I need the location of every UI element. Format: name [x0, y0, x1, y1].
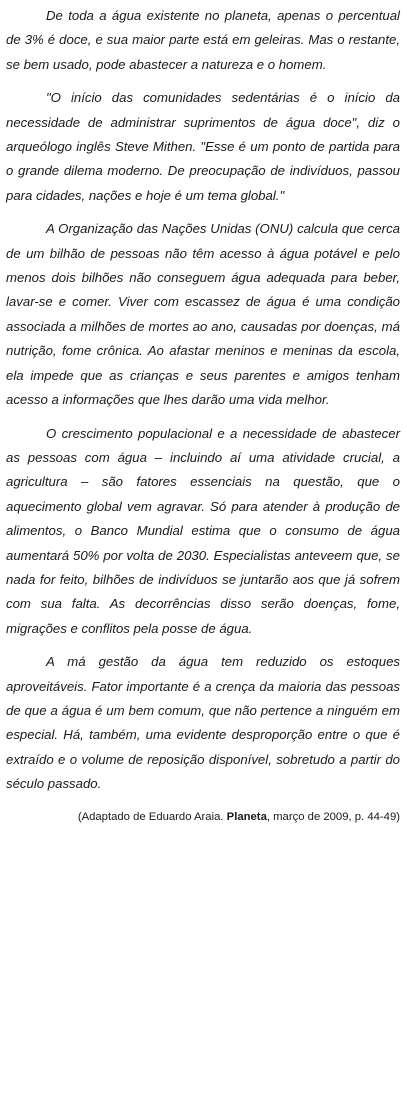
source-publication: Planeta — [226, 810, 267, 823]
paragraph: A Organização das Nações Unidas (ONU) calcula que cerca de um bilhão de pessoas não têm acesso à água potável e pelo menos dois bilhões não conseguem água adequada para beber, lavar-se e comer. Viver com escassez de água é uma condição associada a milhões de mortes ao ano, causadas por doenças, má nutrição, fome crônica. Ao afastar meninos e meninas da escola, ela impede que as crianças e seus parentes e amigos tenham acesso a informações que lhes darão uma vida melhor. — [6, 221, 400, 408]
article-text — [6, 4, 400, 825]
paragraph: A má gestão da água tem reduzido os estoques aproveitáveis. Fator importante é a crença da maioria das pessoas de que a água é um bem comum, que não pertence a ninguém em especial. Há, também, uma evidente desproporção entre o que é extraído e o volume de reposição disponível, sobretudo a partir do século passado. — [6, 654, 400, 792]
paragraph: O crescimento populacional e a necessidade de abastecer as pessoas com água – incluindo aí uma atividade crucial, a agricultura – são fatores essenciais na questão, que o aquecimento global vem agravar. Só para atender à produção de alimentos, o Banco Mundial estima que o consumo de água aumentará 50% por volta de 2030. Especialistas anteveem que, se nada for feito, bilhões de indivíduos se juntarão aos que já sofrem com sua falta. As decorrências disso serão doenças, fome, migrações e conflitos pela posse de água. — [6, 425, 400, 636]
source-suffix: , março de 2009, p. 44-49) — [266, 810, 400, 823]
paragraph: De toda a água existente no planeta, apenas o percentual de 3% é doce, e sua maior parte está em geleiras. Mas o restante, se bem usado, pode abastecer a natureza e o homem. — [6, 8, 400, 72]
source-prefix: (Adaptado de Eduardo Araia. — [77, 810, 227, 823]
paragraph: "O início das comunidades sedentárias é o início da necessidade de administrar suprimentos de água doce", diz o arqueólogo inglês Steve Mithen. "Esse é um ponto de partida para o grande dilema moderno. De preocupação de indivíduos, passou para cidades, nações e hoje é um tema global." — [6, 90, 400, 203]
source-citation — [6, 809, 400, 825]
